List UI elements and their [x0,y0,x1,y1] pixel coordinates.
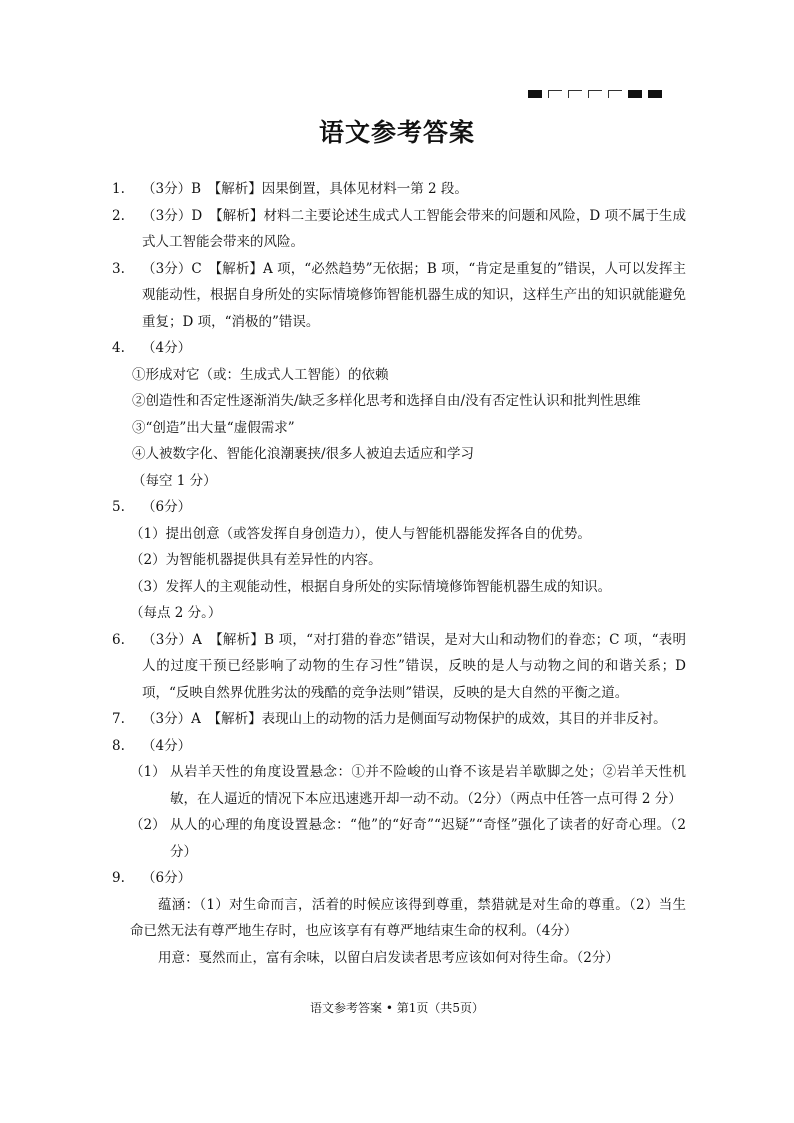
answer-text: （3分）D 【解析】材料二主要论述生成式人工智能会带来的问题和风险，D 项不属于生成式人工智能会带来的风险。 [142,207,686,250]
question-number: 8. [112,737,125,754]
answer-point: ①形成对它（或：生成式人工智能）的依赖 [132,366,389,383]
answer-point [130,812,686,865]
answer-point: ③“创造”出大量“虚假需求” [132,419,295,436]
answer-point: （2）为智能机器提供具有差异性的内容。 [130,552,382,568]
answer-paragraph: 蕴涵：（1）对生命而言，活着的时候应该得到尊重，禁猎就是对生命的尊重。（2）当生命已然无法有尊严地生存时，也应该享有有尊严地结束生命的权利。（4分） [130,896,686,939]
question-number: 9. [112,870,125,886]
hollow-mark [608,90,622,98]
filled-mark [528,90,542,98]
answer-point: （3）发挥人的主观能动性，根据自身所处的实际情境修饰智能机器生成的知识。 [130,578,612,595]
hollow-mark [548,90,562,98]
hollow-mark [568,90,582,98]
answer-paragraph: 用意：戛然而止，富有余味，以留白启发读者思考应该如何对待生命。（2分） [158,949,619,966]
answer-text: （3分）A 【解析】表现山上的动物的活力是侧面写动物保护的成效，其目的并非反衬。 [142,711,667,727]
answer-score: （4分） [142,340,192,356]
question-number: 5. [112,499,125,515]
answer-item-3 [112,256,686,336]
scoring-note: （每空 1 分） [132,472,217,489]
question-number: 1. [112,181,125,197]
answer-score: （6分） [142,499,192,515]
answer-point [130,759,686,812]
point-label: （1） [130,764,166,780]
answer-text: （3分）C 【解析】A 项，“必然趋势”无依据；B 项，“肯定是重复的”错误，人可以发挥主观能动性，根据自身所处的实际情境修饰智能机器生成的知识，这样生产出的知识就能避免重复；D 项，“消极的”错误。 [142,260,686,330]
filled-mark [628,90,642,98]
answer-item-5 [112,494,686,521]
answer-score: （4分） [142,737,192,754]
point-text: 从岩羊天性的角度设置悬念：①并不险峻的山脊不该是岩羊歇脚之处；②岩羊天性机敏，在人逼近的情况下本应迅速逃开却一动不动。（2分）（两点中任答一点可得 2 分） [170,764,686,807]
answer-text: （3分）B 【解析】因果倒置，具体见材料一第 2 段。 [142,181,468,197]
hollow-mark [588,90,602,98]
answer-item-8 [112,733,686,760]
question-number: 2. [112,207,125,224]
point-label: （2） [130,817,166,833]
answer-item-9 [112,865,686,892]
answer-item-4 [112,335,686,362]
question-number: 4. [112,340,125,356]
page-title: 语文参考答案 [318,118,475,147]
answer-point: ④人被数字化、智能化浪潮裹挟/很多人被迫去适应和学习 [132,446,475,462]
question-number: 6. [112,631,125,648]
question-number: 3. [112,260,125,277]
answer-4-points [112,362,686,495]
filled-mark [648,90,662,98]
point-text: 从人的心理的角度设置悬念：“他”的“好奇”“迟疑”“奇怪”强化了读者的好奇心理。（2分） [170,817,686,860]
answer-score: （6分） [142,870,192,886]
scoring-note: （每点 2 分。） [130,605,222,621]
answer-item-6 [112,627,686,707]
answer-list [112,176,686,971]
answer-point: （1）提出创意（或答发挥自身创造力），使人与智能机器能发挥各自的优势。 [130,525,591,542]
answer-text: （3分）A 【解析】B 项，“对打猎的眷恋”错误，是对大山和动物们的眷恋；C 项，“表明人的过度干预已经影响了动物的生存习性”错误，反映的是人与动物之间的和谐关系；D 项，“反映自然界优胜劣汰的残酷的竞争法则”错误，反映的是大自然的平衡之道。 [142,631,686,701]
answer-point: ②创造性和否定性逐渐消失/缺乏多样化思考和选择自由/没有否定性认识和批判性思维 [132,393,641,409]
page-footer: 语文参考答案 • 第1页（共5页） [310,1001,484,1015]
answer-5-points [112,521,686,627]
answer-item-2 [112,203,686,256]
question-number: 7. [112,711,125,727]
answer-item-1 [112,176,686,203]
answer-item-7 [112,706,686,733]
registration-marks [528,90,662,98]
answer-8-points [112,759,686,865]
